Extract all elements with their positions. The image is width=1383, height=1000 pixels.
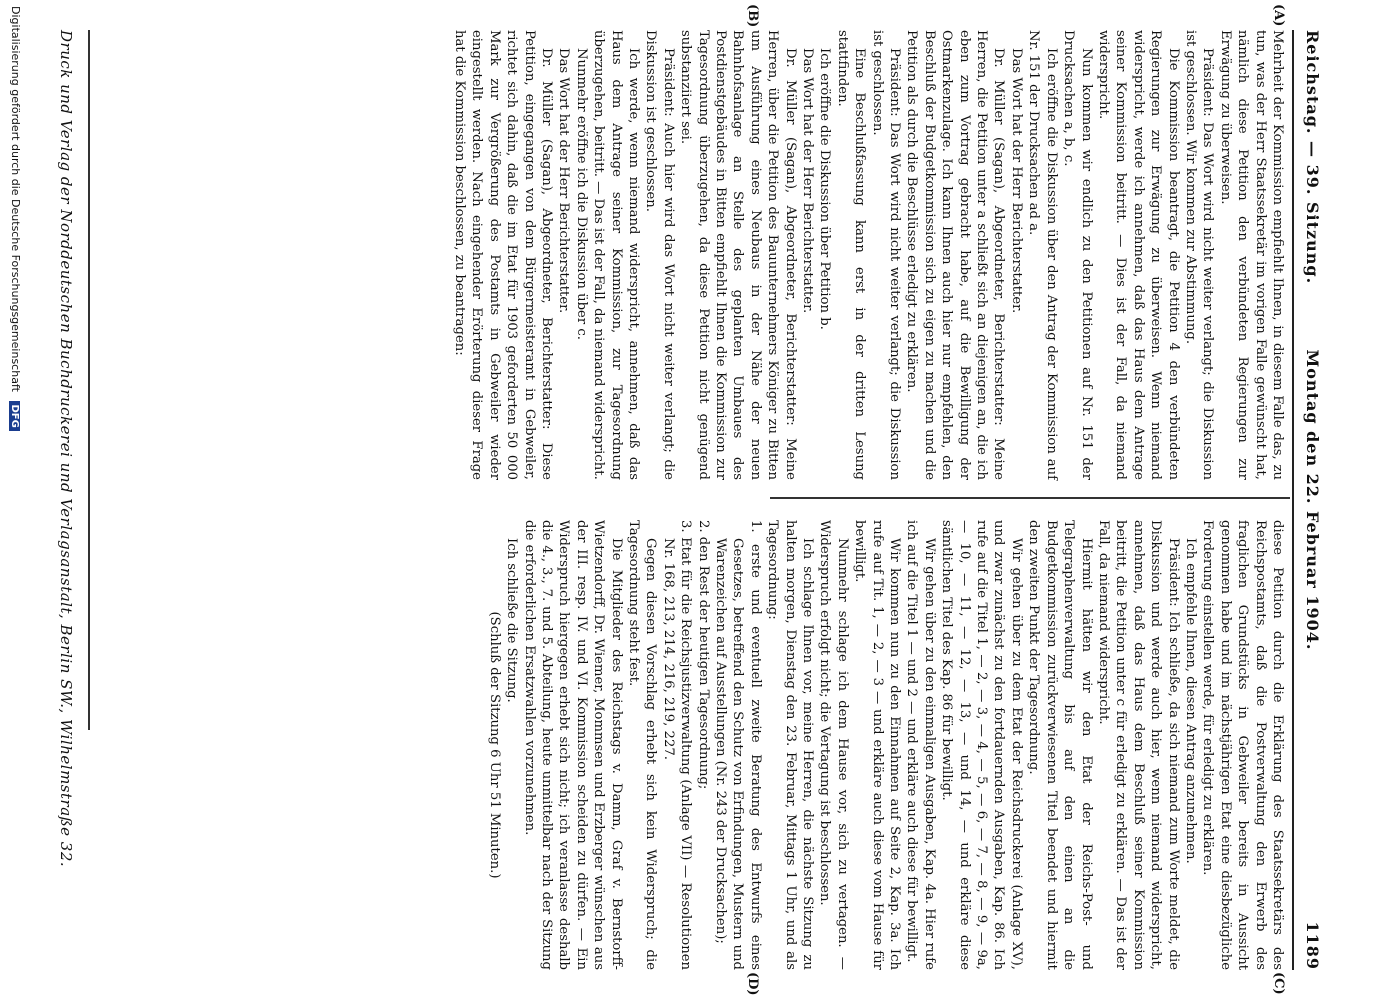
header-session: Reichstag. — 39. Sitzung. [1303,30,1322,285]
paragraph: Die Kommission beantragt, die Petition 4 den verbündeten Regierungen zur Erwägung zu überweisen. Wenn niemand widerspricht, werde ich annehmen, daß das Haus dem Antrage seiner Kommission beitritt. — Dies ist der Fall, da niemand widerspricht. [1095,30,1181,480]
paragraph: Präsident: Auch hier wird das Wort nicht weiter verlangt; die Diskussion ist geschlossen. [643,30,676,480]
agenda-item: 1. erste und eventuell zweite Beratung des Entwurfs eines Gesetzes, betreffend den Schutz von Erfindungen, Mustern und Warenzeichen auf Ausstellungen (Nr. 243 der Drucksachen); [713,520,763,970]
paragraph: Dr. Müller (Sagan), Abgeordneter, Berichterstatter: Meine Herren, die Petition unter a schließt sich an diejenigen an, die ich eben zum Vortrag gebracht habe, auf die Bewilligung der Ostmarkenzulage. Ich kann Ihnen auch hier nur empfehlen, den Beschluß der Budgetkommission sich zu eigen zu machen und die Petition als durch die Beschlüsse erledigt zu erklären. [904,30,1007,480]
paragraph: Ich schlage Ihnen vor, meine Herren, die nächste Sitzung zu halten morgen, Dienstag den 23. Februar, Mittags 1 Uhr, und als Tagesordnung: [765,520,816,970]
agenda-item: 2. den Rest der heutigen Tagesordnung; [695,520,711,790]
rotated-page-body [57,0,1330,1000]
margin-marker-c: (C) [1271,972,1286,995]
margin-marker-b: (B) [745,4,760,28]
paragraph: Gegen diesen Vorschlag erhebt sich kein Widerspruch; die Tagesordnung steht fest. [625,520,659,970]
paragraph: Das Wort hat der Herr Berichterstatter. [556,48,572,314]
paragraph: Die Mitglieder des Reichstags v. Damm, Graf v. Bernstorff-Wietzendorff, Dr. Wiemer, Mommsen und Erzberger wünschen aus der III. resp. IV. und VI. Kommission scheiden zu dürfen. — Ein Widerspruch hiergegen erhebt sich nicht; ich veranlasse deshalb die 4., 3., 7. und 5. Abteilung, heute unmittelbar nach der Sitzung die erforderlichen Ersatzwahlen vorzunehmen. [521,520,624,970]
footer-text-row [9,6,22,986]
imprint: Druck und Verlag der Norddeutschen Buchdruckerei und Verlagsanstalt, Berlin SW., Wilhelmstraße 32. [57,30,75,868]
paragraph: Mehrheit der Kommission empfiehlt Ihnen, in diesem Falle das, zu tun, was der Herr Staatssekretär im vorigen Falle gewünscht hat, nämlich diese Petition den verbündeten Regierungen zur Erwägung zu überweisen. [1217,30,1285,480]
paragraph: Ich schließe die Sitzung. [504,538,520,703]
paragraph: Präsident: Das Wort wird nicht weiter verlangt; die Diskussion ist geschlossen. Wir kommen zur Abstimmung. [1182,30,1216,480]
digitization-footer [0,0,28,1000]
column-divider [770,497,1290,499]
paragraph: Eine Beschlußfassung kann erst in der dritten Lesung stattfinden. [834,30,868,480]
footer-credit: Digitalisierung gefördert durch die Deutsche Forschungsgemeinschaft [9,6,22,392]
session-close: (Schluß der Sitzung 6 Uhr 51 Minuten.) [486,611,502,879]
left-column [451,30,1287,480]
paragraph: Nunmehr eröffne ich die Diskussion über c. [573,48,589,340]
margin-marker-a: (A) [1271,4,1286,27]
margin-marker-d: (D) [745,972,760,996]
agenda-item: 3. Etat für die Reichsjustizverwaltung (Anlage VII) — Resolutionen Nr. 168, 213, 214, 216, 219, 227. [660,520,694,970]
dfg-logo: DFG [9,401,20,430]
page-number: 1189 [1303,921,1322,970]
right-column [485,520,1286,970]
paragraph: Ich eröffne die Diskussion über den Antrag der Kommission auf Nr. 151 der Drucksachen ad a. [1026,30,1059,480]
paragraph: Nunmehr schlage ich dem Hause vor, sich zu vertagen. — Widerspruch erfolgt nicht; die Vertagung ist beschlossen. [817,520,850,970]
paragraph: Das Wort hat der Herr Berichterstatter. [1008,48,1024,314]
paragraph: Wir kommen nun zu den Einnahmen auf Seite 2, Kap. 3a. Ich rufe auf Tit. 1, — 2, — 3 — und erkläre auch diese vom Hause für bewilligt. [852,520,903,970]
paragraph: Ich eröffne die Diskussion über Petition b. [817,48,833,330]
paragraph: Wir gehen über zu den einmaligen Ausgaben, Kap. 4a. Hier rufe ich auf die Titel 1 — und 2 — und erkläre auch diese für bewilligt. [904,520,937,970]
paragraph: Das Wort hat der Herr Berichterstatter. [800,48,816,314]
paragraph: diese Petition durch die Erklärung des Staatssekretärs des Reichspostamts, daß die Postverwaltung den Erwerb des fraglichen Grundstücks in Gebweiler bereits in Aussicht genommen habe und im nächstjährigen Etat eine diesbezügliche Forderung einstellen werde, für erledigt zu erklären. [1200,520,1285,970]
paragraph: Ich empfehle Ihnen, diesen Antrag anzunehmen. [1182,538,1198,864]
paragraph: Hiermit hätten wir den Etat der Reichs-Post- und Telegraphenverwaltung bis auf den einen an die Budgetkommission zurückverwiesenen Titel beendet und hiermit den zweiten Punkt der Tagesordnung. [1026,520,1094,970]
paragraph: Wir gehen über zu dem Etat der Reichsdruckerei (Anlage XV), und zwar zunächst zu den fortdauernden Ausgaben, Kap. 86. Ich rufe auf die Titel 1, — 2, — 3, — 4, — 5, — 6, — 7, — 8, — 9, — 9a, — 10, — 11, — 12, — 13, — und 14, — und erkläre diese sämtlichen Titel des Kap. 86 für bewilligt. [939,520,1024,970]
running-header [1296,30,1330,970]
paragraph: Dr. Müller (Sagan), Abgeordneter, Berichterstatter: Diese Petition, eingegangen von dem Bürgermeisteramt in Gebweiler, richtet sich dahin, daß die im Etat für 1903 geforderten 50 000 Mark zur Vergrößerung des Postamts in Gebweiler wieder eingestellt werden. Nach eingehender Erörterung dieser Frage hat die Kommission beschlossen, zu beantragen: [451,30,554,480]
paragraph: Ich werde, wenn niemand widerspricht, annehmen, daß das Haus dem Antrage seiner Kommission, zur Tagesordnung überzugehen, beitritt. — Das ist der Fall, da niemand widerspricht. [591,30,641,480]
header-date: Montag den 22. Februar 1904. [1303,349,1322,651]
paragraph: Dr. Müller (Sagan), Abgeordneter, Berichterstatter: Meine Herren, über die Petition des Bauunternehmers Königer zu Bitten um Ausführung eines Neubaus in der Nähe der neuen Bahnhofsanlage an Stelle des geplanten Umbaues des Postdienstgebäudes in Bitten empfiehlt Ihnen die Kommission zur Tagesordnung überzugehen, da diese Petition nicht genügend substanziiert sei. [678,30,798,480]
paragraph: Nun kommen wir endlich zu den Petitionen auf Nr. 151 der Drucksachen a, b, c. [1061,30,1094,480]
header-rule [1292,30,1294,970]
paragraph: Präsident: Das Wort wird nicht weiter verlangt; die Diskussion ist geschlossen. [869,30,903,480]
paragraph: Präsident: Ich schließe, da sich niemand zum Worte meldet, die Diskussion und werde auch hier, wenn niemand widerspricht, annehmen, daß das Haus dem Beschluß seiner Kommission beitritt, die Petition unter c für erledigt zu erklären. — Das ist der Fall, da niemand widerspricht. [1095,520,1181,970]
imprint-rule [89,30,91,730]
